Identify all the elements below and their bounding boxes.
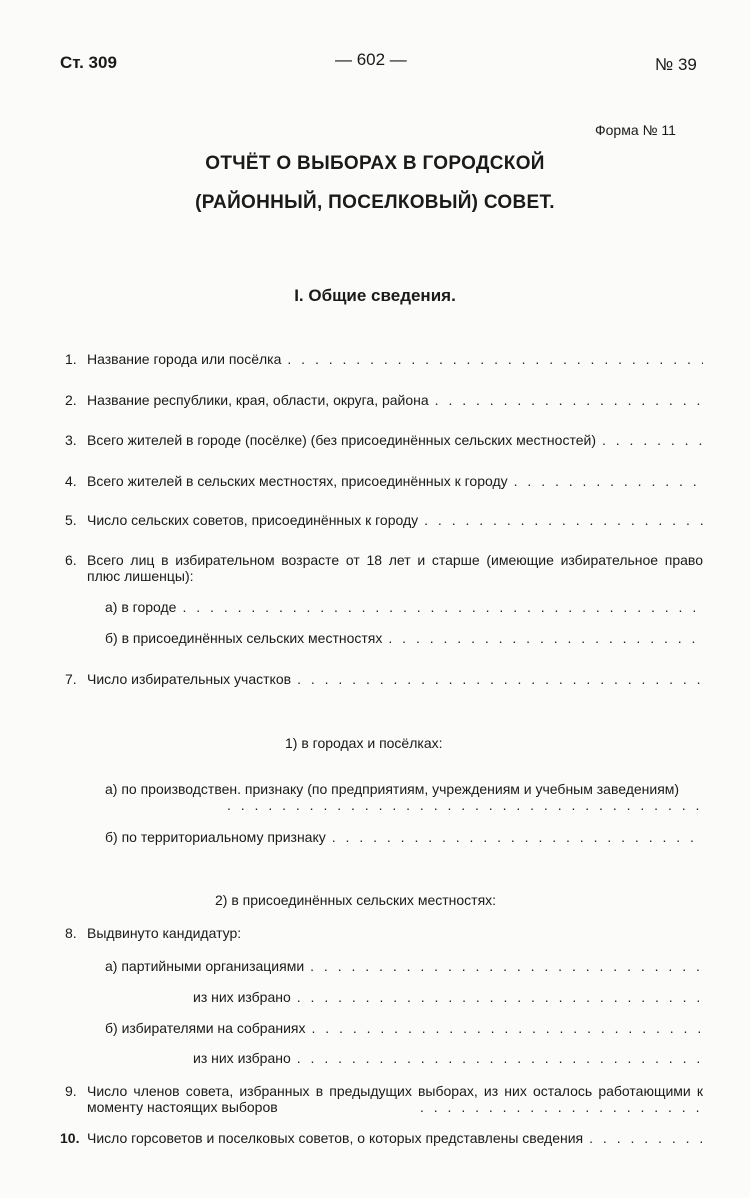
item-6 [65,552,703,584]
item-2 [65,392,703,408]
leader-dots [182,599,703,615]
leader-dots [388,630,703,646]
item-10 [60,1130,703,1146]
item-6b [105,630,703,646]
page-header-right: № 39 [655,55,697,74]
item-label: Число избирательных участков [87,671,292,687]
item-number: 4. [65,473,77,489]
item-label: из них избрано [193,1050,291,1066]
item-label: Число членов совета, избранных в предыдущих выборах, из них осталось работающими к моменту настоящих выборов [87,1083,703,1115]
leader-dots [589,1130,703,1146]
form-label: Форма № 11 [595,122,676,138]
item-label: а) партийными организациями [105,958,305,974]
item-number: 8. [65,925,77,941]
leader-dots [602,432,703,448]
item-number: 3. [65,432,77,448]
subheading-cities: 1) в городах и посёлках: [285,735,443,751]
subheading-rural: 2) в присоединённых сельских местностях: [215,892,497,908]
item-label: Всего лиц в избирательном возрасте от 18 лет и старше (имеющие избирательное право плюс лишенцы): [87,552,703,584]
item-label: Выдвинуто кандидатур: [87,925,242,941]
item-label: из них избрано [193,989,291,1005]
item-number: 6. [65,552,77,568]
leader-dots [297,671,703,687]
leader-dots [332,829,703,845]
leader-dots [310,958,703,974]
leader-dots [514,473,703,489]
item-number: 2. [65,392,77,408]
leader-dots [420,1099,703,1115]
item-label: б) в присоединённых сельских местностях [105,630,383,646]
item-4 [65,473,703,489]
item-8a [105,958,703,974]
item-number: 9. [65,1083,77,1099]
page-number: — 602 — [335,50,407,69]
item-1 [65,351,703,367]
item-label: Название города или посёлка [87,351,282,367]
item-8 [65,925,703,941]
leader-dots [435,392,703,408]
item-3 [65,432,703,448]
item-7a [105,781,703,797]
leader-row [227,797,703,813]
item-7 [65,671,703,687]
item-8b [105,1020,703,1036]
item-label: а) по производствен. признаку (по предприятиям, учреждениям и учебным заведениям) [105,781,680,797]
item-8a-elected [193,989,703,1005]
item-number: 1. [65,351,77,367]
leader-dots [424,512,703,528]
item-label: б) по территориальному признаку [105,829,326,845]
item-label: Число сельских советов, присоединённых к городу [87,512,419,528]
item-label: Название республики, края, области, округа, района [87,392,429,408]
item-number: 5. [65,512,77,528]
item-label: а) в городе [105,599,177,615]
page-header-left: Ст. 309 [60,53,117,72]
item-9-leader [420,1099,703,1115]
item-8b-elected [193,1050,703,1066]
leader-dots [287,351,703,367]
item-5 [65,512,703,528]
leader-dots [297,1050,703,1066]
leader-dots [227,797,703,813]
document-title-line2: (РАЙОННЫЙ, ПОСЕЛКОВЫЙ) СОВЕТ. [195,192,555,213]
leader-dots [312,1020,704,1036]
item-number: 7. [65,671,77,687]
leader-dots [297,989,703,1005]
document-title-line1: ОТЧЁТ О ВЫБОРАХ В ГОРОДСКОЙ [205,153,545,174]
item-label: Всего жителей в сельских местностях, присоединённых к городу [87,473,508,489]
item-label: б) избирателями на собраниях [105,1020,306,1036]
item-7b [105,829,703,845]
item-label: Всего жителей в городе (посёлке) (без присоединённых сельских местностей) [87,432,596,448]
item-label: Число горсоветов и поселковых советов, о которых представлены сведения [87,1130,584,1146]
item-number: 10. [60,1130,80,1146]
item-6a [105,599,703,615]
section-heading: I. Общие сведения. [294,286,456,305]
